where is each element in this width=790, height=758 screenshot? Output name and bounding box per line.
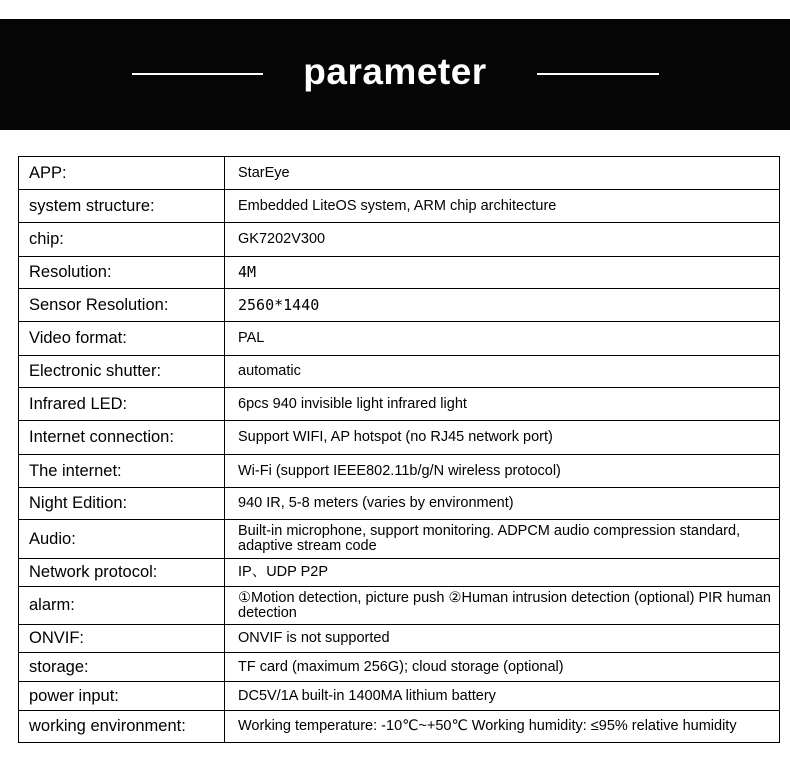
row-value: Wi-Fi (support IEEE802.11b/g/N wireless protocol) (225, 455, 780, 488)
row-value: ONVIF is not supported (225, 625, 780, 653)
row-label: power input: (19, 682, 225, 711)
table-row (19, 653, 780, 682)
table-row (19, 388, 780, 421)
row-value: DC5V/1A built-in 1400MA lithium battery (225, 682, 780, 711)
table-row (19, 587, 780, 625)
table-row (19, 455, 780, 488)
table-row (19, 559, 780, 587)
row-label: Electronic shutter: (19, 356, 225, 388)
row-label: Sensor Resolution: (19, 289, 225, 322)
row-value: StarEye (225, 157, 780, 190)
row-value: Built-in microphone, support monitoring. ADPCM audio compression standard, adaptive stream code (225, 520, 780, 559)
row-value: TF card (maximum 256G); cloud storage (optional) (225, 653, 780, 682)
row-label: Infrared LED: (19, 388, 225, 421)
page-title: parameter (303, 51, 487, 92)
row-label: The internet: (19, 455, 225, 488)
row-label: Resolution: (19, 257, 225, 289)
row-label: working environment: (19, 711, 225, 743)
row-label: Internet connection: (19, 421, 225, 455)
row-value: 4M (225, 257, 780, 289)
table-row (19, 682, 780, 711)
parameter-table (18, 156, 780, 743)
table-row (19, 223, 780, 257)
table-row (19, 289, 780, 322)
table-row (19, 257, 780, 289)
row-value: PAL (225, 322, 780, 356)
table-row (19, 190, 780, 223)
table-row (19, 421, 780, 455)
row-label: Night Edition: (19, 488, 225, 520)
table-row (19, 157, 780, 190)
table-row (19, 356, 780, 388)
row-label: system structure: (19, 190, 225, 223)
row-label: alarm: (19, 587, 225, 625)
row-label: ONVIF: (19, 625, 225, 653)
row-label: storage: (19, 653, 225, 682)
table-row (19, 711, 780, 743)
header-divider-right (537, 73, 659, 75)
row-label: chip: (19, 223, 225, 257)
row-value: automatic (225, 356, 780, 388)
header-banner (0, 19, 790, 130)
row-value: Embedded LiteOS system, ARM chip architecture (225, 190, 780, 223)
table-row (19, 625, 780, 653)
row-label: Audio: (19, 520, 225, 559)
row-label: APP: (19, 157, 225, 190)
row-value: ①Motion detection, picture push ②Human intrusion detection (optional) PIR human detection (225, 587, 780, 625)
row-value: Working temperature: -10℃~+50℃ Working humidity: ≤95% relative humidity (225, 711, 780, 743)
row-value: GK7202V300 (225, 223, 780, 257)
row-label: Network protocol: (19, 559, 225, 587)
row-value: Support WIFI, AP hotspot (no RJ45 network port) (225, 421, 780, 455)
table-row (19, 520, 780, 559)
row-value: 6pcs 940 invisible light infrared light (225, 388, 780, 421)
row-label: Video format: (19, 322, 225, 356)
table-row (19, 488, 780, 520)
row-value: 2560*1440 (225, 289, 780, 322)
row-value: IP、UDP P2P (225, 559, 780, 587)
row-value: 940 IR, 5-8 meters (varies by environment) (225, 488, 780, 520)
table-row (19, 322, 780, 356)
